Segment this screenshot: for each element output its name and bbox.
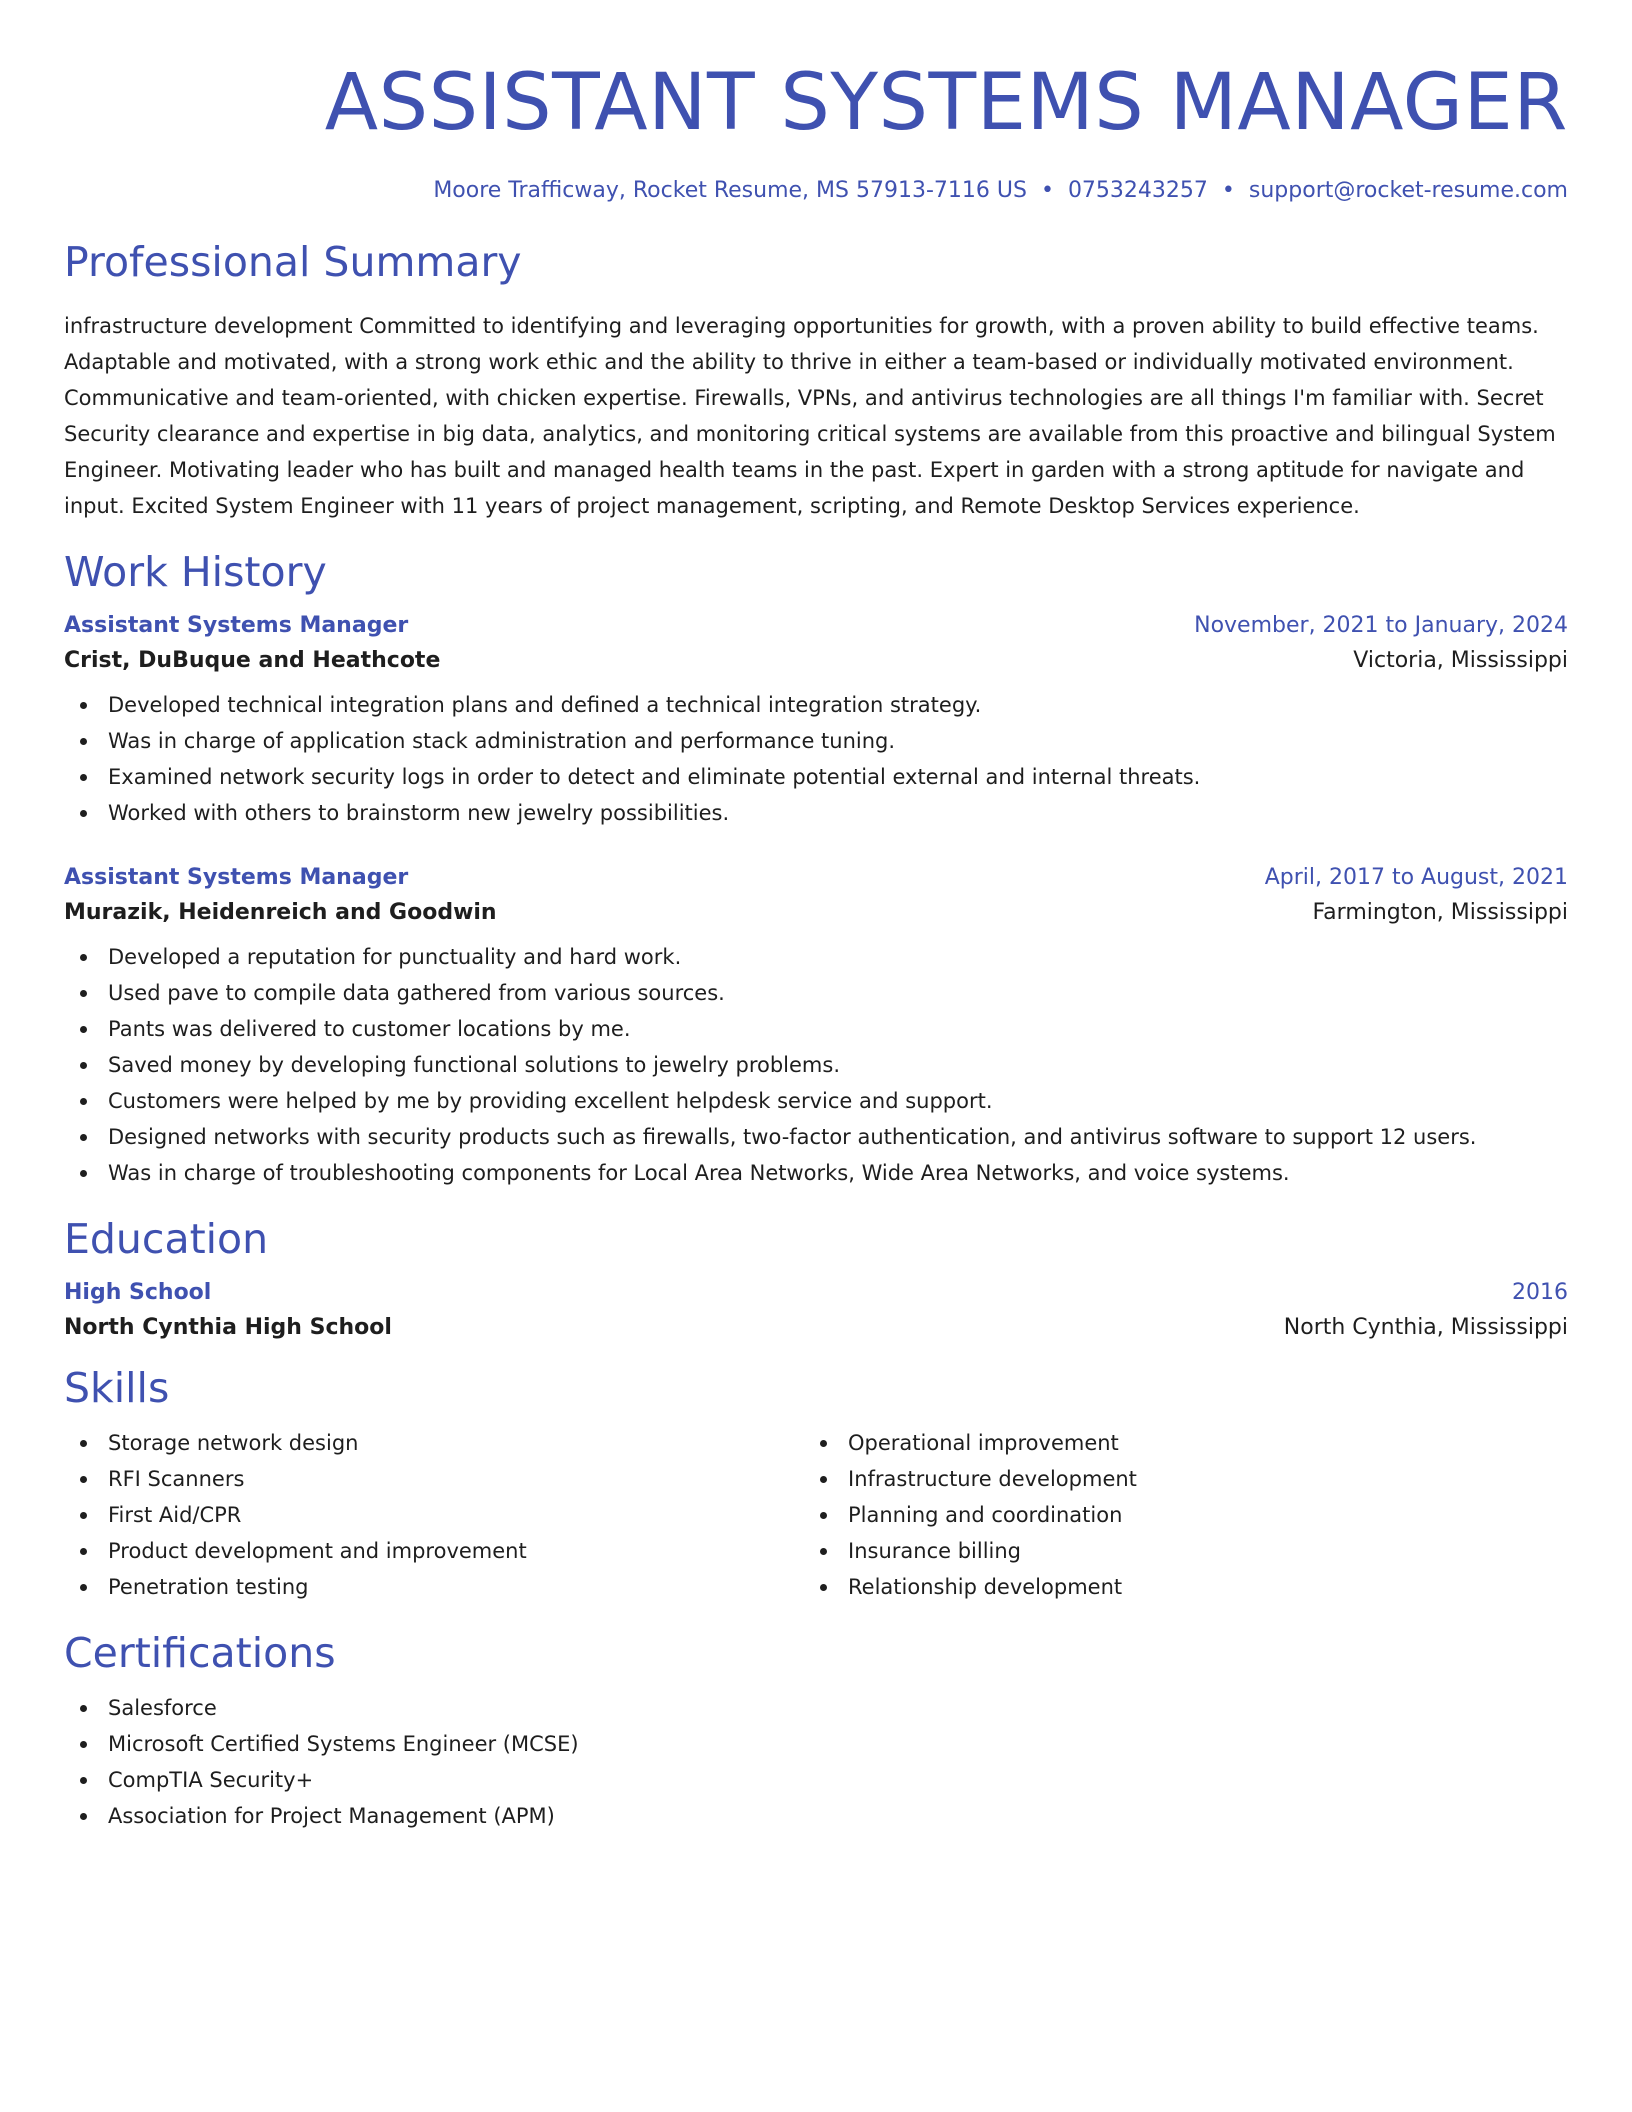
contact-address: Moore Trafficway, Rocket Resume, MS 57913-7116 US [433,178,1027,203]
job-location: Farmington, Mississippi [1312,899,1568,925]
skill-item: RFI Scanners [64,1461,804,1497]
skill-item: Operational improvement [804,1425,1544,1461]
contact-separator: • [1221,178,1235,203]
section-title-certifications: Certifications [64,1629,336,1678]
job-company: Crist, DuBuque and Heathcote [64,647,441,673]
contact-email[interactable]: support@rocket-resume.com [1248,178,1568,203]
education-location: North Cynthia, Mississippi [1283,1314,1568,1340]
skill-item: First Aid/CPR [64,1497,804,1533]
job-bullet: Designed networks with security products such as firewalls, two-factor authentication, and antivirus software to support 12 users. [64,1119,1568,1155]
skill-item: Penetration testing [64,1569,804,1605]
contact-phone: 0753243257 [1067,178,1208,203]
job-location: Victoria, Mississippi [1353,647,1568,673]
contact-line [64,178,1568,204]
job-dates: November, 2021 to January, 2024 [1194,612,1568,638]
skills-section [64,1364,1568,1605]
job-dates: April, 2017 to August, 2021 [1264,864,1568,890]
job-subheader [64,900,1568,925]
certifications-list [64,1690,1568,1834]
skill-item: Infrastructure development [804,1461,1544,1497]
job-bullet: Saved money by developing functional solutions to jewelry problems. [64,1047,1568,1083]
education-school: North Cynthia High School [64,1314,392,1340]
job-bullet: Customers were helped by me by providing excellent helpdesk service and support. [64,1083,1568,1119]
skill-item: Relationship development [804,1569,1544,1605]
job-bullet: Developed a reputation for punctuality and hard work. [64,939,1568,975]
job-title: Assistant Systems Manager [64,864,409,890]
section-title-skills: Skills [64,1363,170,1412]
job-subheader [64,648,1568,673]
section-title-education: Education [64,1214,269,1263]
work-history-section [64,548,1568,1191]
section-title-work-history: Work History [64,547,327,596]
job-bullet: Used pave to compile data gathered from various sources. [64,975,1568,1011]
job-entry [64,613,1568,831]
skill-item: Planning and coordination [804,1497,1544,1533]
job-bullets [64,939,1568,1191]
job-bullets [64,687,1568,831]
job-header [64,613,1568,638]
education-section [64,1215,1568,1340]
education-entry [64,1280,1568,1340]
job-bullet: Worked with others to brainstorm new jewelry possibilities. [64,795,1568,831]
skills-column-left [64,1425,804,1605]
job-entry [64,865,1568,1191]
job-title: Assistant Systems Manager [64,612,409,638]
job-bullet: Examined network security logs in order to detect and eliminate potential external and internal threats. [64,759,1568,795]
certification-item: Salesforce [64,1690,1568,1726]
job-header [64,865,1568,890]
certification-item: CompTIA Security+ [64,1762,1568,1798]
job-bullet: Pants was delivered to customer locations by me. [64,1011,1568,1047]
certification-item: Association for Project Management (APM) [64,1798,1568,1834]
resume-page [64,0,1568,2112]
skill-item: Storage network design [64,1425,804,1461]
summary-text: infrastructure development Committed to identifying and leveraging opportunities for growth, with a proven ability to build effective teams. Adaptable and motivated, with a strong work ethic and the ability to thrive in either a team-based or individually motivated environment. Communicative and team-oriented, with chicken expertise. Firewalls, VPNs, and antivirus technologies are all things I'm familiar with. Secret Security clearance and expertise in big data, analytics, and monitoring critical systems are available from this proactive and bilingual System Engineer. Motivating leader who has built and managed health teams in the past. Expert in garden with a strong aptitude for navigate and input. Excited System Engineer with 11 years of project management, scripting, and Remote Desktop Services experience. [64,313,1556,518]
education-degree: High School [64,1279,212,1305]
education-year: 2016 [1512,1279,1568,1305]
education-subheader [64,1315,1568,1340]
job-bullet: Was in charge of troubleshooting components for Local Area Networks, Wide Area Networks, and voice systems. [64,1155,1568,1191]
education-header [64,1280,1568,1305]
job-bullet: Was in charge of application stack administration and performance tuning. [64,723,1568,759]
job-bullet: Developed technical integration plans and defined a technical integration strategy. [64,687,1568,723]
job-company: Murazik, Heidenreich and Goodwin [64,899,497,925]
skills-column-right [804,1425,1544,1605]
contact-separator: • [1040,178,1054,203]
section-title-summary: Professional Summary [64,238,522,287]
certifications-section [64,1629,1568,1834]
certification-item: Microsoft Certified Systems Engineer (MCSE) [64,1726,1568,1762]
skill-item: Insurance billing [804,1533,1544,1569]
skills-grid [64,1425,1568,1605]
summary-section [64,238,1568,523]
skill-item: Product development and improvement [64,1533,804,1569]
resume-name: ASSISTANT SYSTEMS MANAGER [324,58,1568,148]
